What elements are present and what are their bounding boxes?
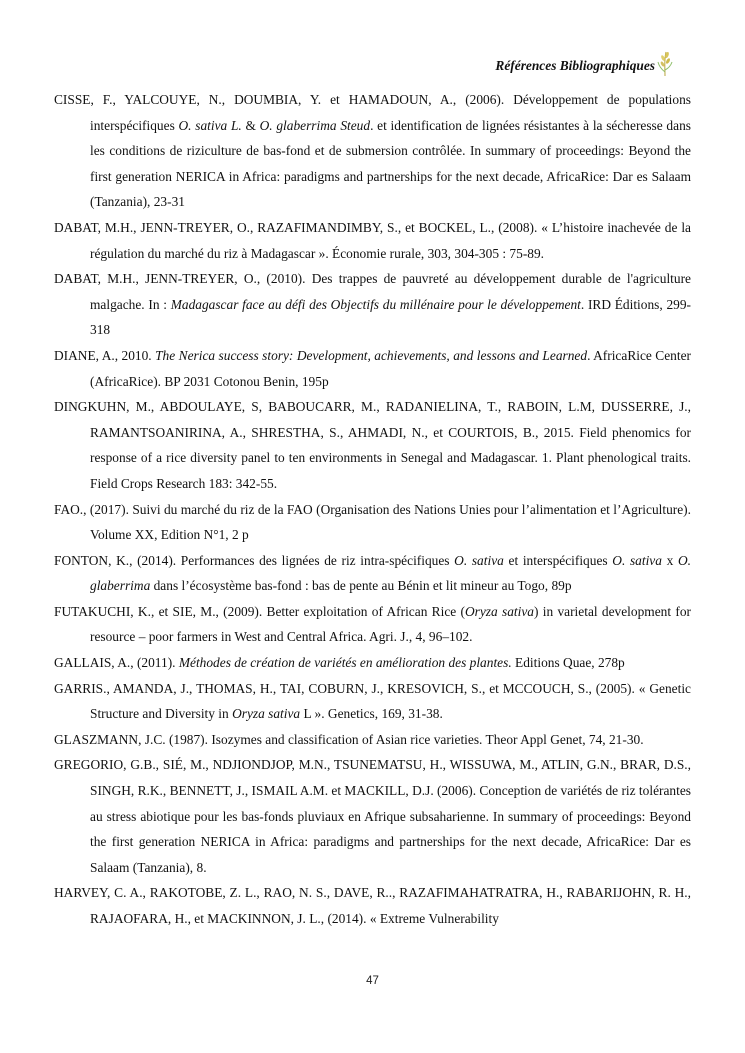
reference-italic-text: O. sativa L. bbox=[178, 117, 242, 133]
reference-text: DINGKUHN, M., ABDOULAYE, S, BABOUCARR, M., RADANIELINA, T., RABOIN, L.M, DUSSERRE, J., RAMANTSOANIRINA, A., SHRESTHA, S., AHMADI, N., et COURTOIS, B., 2015. Field phenomics for response of a rice diversity panel to ten environments in Senegal and Madagascar. 1. Plant phenological traits. Field Crops Research 183: 342-55. bbox=[54, 399, 691, 491]
reference-entry bbox=[54, 599, 691, 650]
reference-italic-text: O. glaberrima bbox=[90, 552, 692, 594]
reference-text: FAO., (2017). Suivi du marché du riz de la FAO (Organisation des Nations Unies pour l’alimentation et l’Agriculture). Volume XX, Edition N°1, 2 p bbox=[54, 501, 691, 543]
reference-text: GLASZMANN, J.C. (1987). Isozymes and classification of Asian rice varieties. Theor Appl Genet, 74, 21-30. bbox=[54, 731, 644, 747]
reference-italic-text: The Nerica success story: Development, achievements, and lessons and Learned bbox=[155, 347, 588, 363]
reference-text: GREGORIO, G.B., SIÉ, M., NDJIONDJOP, M.N., TSUNEMATSU, H., WISSUWA, M., ATLIN, G.N., BRAR, D.S., SINGH, R.K., BENNETT, J., ISMAIL A.M. et MACKILL, D.J. (2006). Conception de variétés de riz tolérantes au stress abiotique pour les bas-fonds pluviaux en Afrique subsaharienne. In summary of proceedings: Beyond the first generation NERICA in Africa: paradigms and partnerships for the next decade, AfricaRice: Dar es Salaam (Tanzania), 8. bbox=[54, 757, 691, 875]
reference-text: & bbox=[241, 117, 260, 133]
reference-italic-text: Oryza sativa bbox=[232, 706, 301, 722]
reference-entry bbox=[54, 394, 691, 496]
reference-text: HARVEY, C. A., RAKOTOBE, Z. L., RAO, N. S., DAVE, R.., RAZAFIMAHATRATRA, H., RABARIJOHN, R. H., RAJAOFARA, H., et MACKINNON, J. L., (2014). « Extreme Vulnerability bbox=[54, 885, 691, 926]
page-header bbox=[495, 50, 673, 74]
reference-italic-text: Madagascar face au défi des Objectifs du millénaire pour le développement bbox=[170, 296, 581, 312]
reference-italic-text: Méthodes de création de variétés en amélioration des plantes. bbox=[178, 655, 512, 671]
reference-text: x bbox=[661, 552, 678, 568]
reference-text: . AfricaRice Center (AfricaRice). BP 2031 Cotonou Benin, 195p bbox=[90, 347, 692, 389]
reference-text: FONTON, K., (2014). Performances des lignées de riz intra-spécifiques bbox=[54, 552, 455, 568]
header-title: Références Bibliographiques bbox=[495, 58, 655, 73]
reference-text: . et identification de lignées résistantes à la sécheresse dans les conditions de riziculture de bas-fond et de submersion contrôlée. In summary of proceedings: Beyond the first generation NERICA in Africa: paradigms and partnerships for the next decade, AfricaRice: Dar es Salaam (Tanzania), 23-31 bbox=[90, 117, 691, 210]
reference-text: et interspécifiques bbox=[503, 552, 613, 568]
reference-entry bbox=[54, 752, 691, 880]
reference-text: DABAT, M.H., JENN-TREYER, O., RAZAFIMANDIMBY, S., et BOCKEL, L., (2008). « L’histoire inachevée de la régulation du marché du riz à Madagascar ». Économie rurale, 303, 304-305 : 75-89. bbox=[54, 219, 691, 261]
reference-text: GALLAIS, A., (2011). bbox=[54, 655, 179, 671]
reference-entry bbox=[54, 548, 691, 599]
reference-text: L ». Genetics, 169, 31-38. bbox=[300, 706, 443, 722]
reference-text: DIANE, A., 2010. bbox=[54, 347, 156, 363]
reference-italic-text: O. sativa bbox=[454, 552, 504, 568]
reference-text: CISSE, F., YALCOUYE, N., DOUMBIA, Y. et HAMADOUN, A., (2006). Développement de populations interspécifiques bbox=[54, 92, 691, 133]
rice-sprig-icon bbox=[657, 50, 673, 76]
reference-entry bbox=[54, 497, 691, 548]
reference-entry bbox=[54, 727, 691, 753]
reference-entry bbox=[54, 266, 691, 343]
reference-entry bbox=[54, 215, 691, 266]
reference-italic-text: O. glaberrima Steud bbox=[259, 117, 371, 133]
reference-entry bbox=[54, 676, 691, 727]
reference-text: GARRIS., AMANDA, J., THOMAS, H., TAI, COBURN, J., KRESOVICH, S., et MCCOUCH, S., (2005). « Genetic Structure and Diversity in bbox=[54, 680, 691, 722]
reference-text: FUTAKUCHI, K., et SIE, M., (2009). Better exploitation of African Rice ( bbox=[54, 603, 465, 619]
reference-text: Editions Quae, 278p bbox=[511, 655, 625, 671]
reference-text: dans l’écosystème bas-fond : bas de pente au Bénin et lit mineur au Togo, 89p bbox=[150, 578, 572, 594]
reference-entry bbox=[54, 343, 691, 394]
reference-text: DABAT, M.H., JENN-TREYER, O., (2010). Des trappes de pauvreté au développement durable de l'agriculture malgache. In : bbox=[54, 271, 691, 312]
reference-italic-text: Oryza sativa bbox=[464, 603, 534, 619]
page-number: 47 bbox=[366, 975, 379, 987]
reference-list bbox=[54, 87, 691, 932]
reference-entry bbox=[54, 87, 691, 215]
reference-italic-text: O. sativa bbox=[612, 552, 662, 568]
reference-entry bbox=[54, 880, 691, 931]
reference-text: ) in varietal development for resource – poor farmers in West and Central Africa. Agri. J., 4, 96–102. bbox=[90, 603, 691, 645]
reference-entry bbox=[54, 650, 691, 676]
reference-text: . IRD Éditions, 299-318 bbox=[90, 296, 691, 338]
